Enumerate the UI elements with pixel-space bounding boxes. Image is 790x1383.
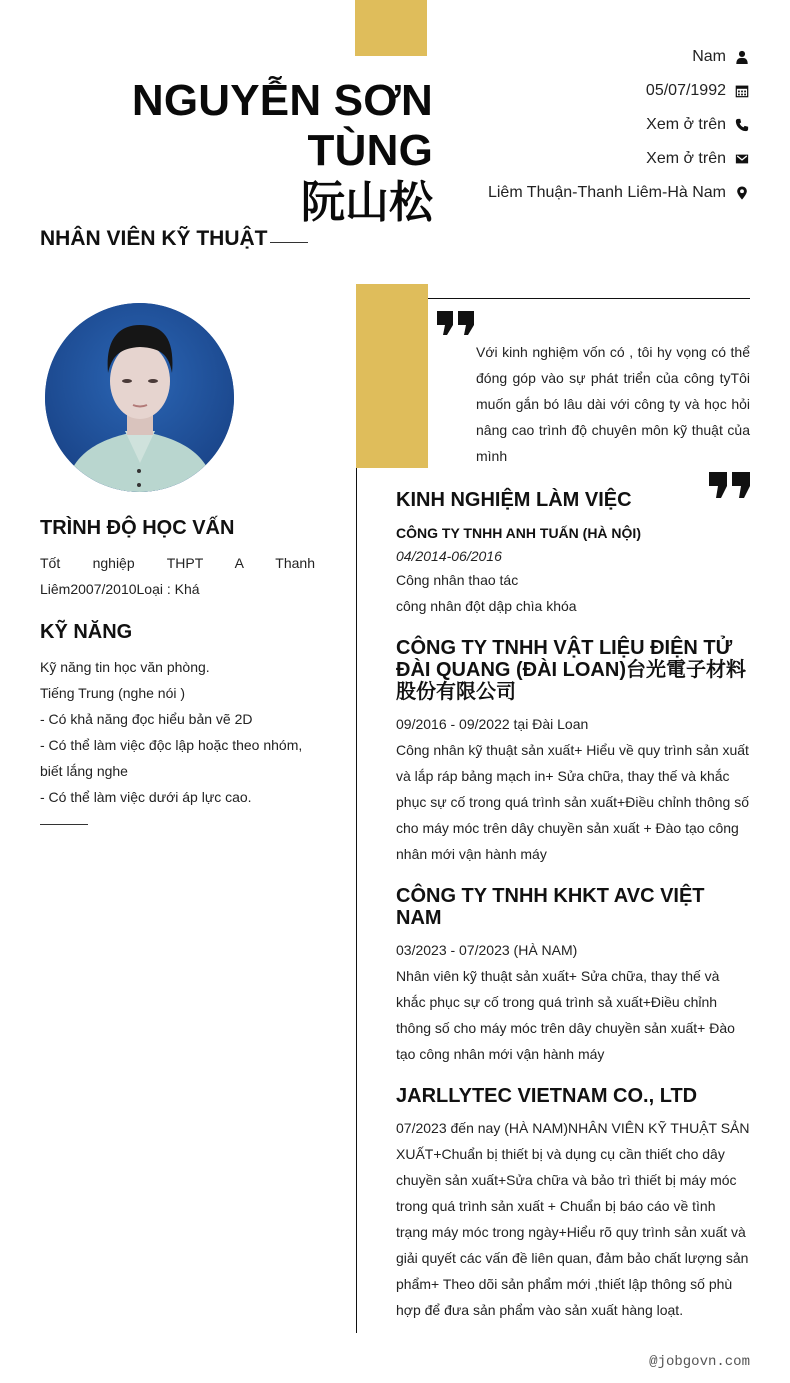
skills-heading: KỸ NĂNG (40, 621, 133, 643)
contact-info (430, 40, 750, 210)
title-underline-divider (270, 242, 308, 243)
skill-item: Tiếng Trung (nghe nói ) (40, 685, 186, 701)
company-name: CÔNG TY TNHH ANH TUẤN (HÀ NỘI) (396, 525, 641, 541)
quote-top-rule (428, 298, 750, 299)
education-section (40, 514, 315, 602)
contact-phone (430, 108, 750, 142)
contact-address (430, 176, 750, 210)
contact-email (430, 142, 750, 176)
watermark: @jobgovn.com (649, 1354, 750, 1370)
job-period: 09/2016 - 09/2022 tại Đài Loan (396, 716, 589, 732)
column-divider (356, 468, 357, 1333)
company-name: JARLLYTEC VIETNAM CO., LTD (396, 1085, 698, 1107)
job-period: 04/2014-06/2016 (396, 548, 502, 564)
experience-item (396, 1085, 750, 1323)
skill-item: Kỹ năng tin học văn phòng. (40, 659, 210, 675)
skill-item: - Có khả năng đọc hiểu bản vẽ 2D (40, 711, 253, 727)
job-description: Nhân viên kỹ thuật sản xuất+ Sửa chữa, thay thế và khắc phục sự cố trong quá trình sả xuất+Điều chỉnh thông số cho máy móc trên dây chuyền sản xuất+ Đào tạo công nhân mới vận hành máy (396, 968, 735, 1062)
skills-divider (40, 824, 88, 825)
gender-value: Nam (692, 48, 726, 65)
phone-icon (734, 117, 750, 133)
birthday-value: 05/07/1992 (645, 82, 726, 99)
name-latin: NGUYỄN SƠN TÙNG (131, 76, 433, 175)
location-pin-icon (734, 185, 750, 201)
address-value: Liêm Thuận-Thanh Liêm-Hà Nam (487, 184, 726, 201)
job-description: Công nhân kỹ thuật sản xuất+ Hiểu về quy trình sản xuất và lắp ráp bảng mạch in+ Sửa chữa, thay thế và khắc phục sự cố trong quá trình sản xuất+Điều chỉnh thông số cho máy móc trên dây chuyền sản xuất + Đào tạo công nhân mới vận hành máy (396, 742, 749, 862)
portrait-photo (45, 303, 234, 492)
skill-item: - Có thể làm việc dưới áp lực cao. (40, 789, 252, 805)
contact-birthday (430, 74, 750, 108)
skills-section (40, 618, 315, 825)
skills-list (40, 654, 315, 810)
company-name: CÔNG TY TNHH VẬT LIỆU ĐIỆN TỬ ĐÀI QUANG (ĐÀI LOAN)台光電子材料股份有限公司 (396, 637, 746, 703)
accent-block-quote (356, 284, 428, 468)
job-description: 07/2023 đến nay (HÀ NAM)NHÂN VIÊN KỸ THUẬT SẢN XUẤT+Chuẩn bị thiết bị và dụng cụ cần thiết cho dây chuyền sản xuất+Sửa chữa và bảo trì thiết bị máy móc trong quá trình sản xuất + Chuẩn bị báo cáo về tình trạng máy móc trong ngày+Hiểu rõ quy trình sản xuất và giải quyết các vấn đề liên quan, đảm bảo chất lượng sản phẩm+ Theo dõi sản phẩm mới ,thiết lập thông số phù hợp để đưa sản phẩm vào sản xuất hàng loạt. (396, 1120, 750, 1318)
open-quote-icon (437, 311, 475, 340)
job-title-text: NHÂN VIÊN KỸ THUẬT (40, 227, 268, 250)
experience-heading: KINH NGHIỆM LÀM VIỆC (396, 489, 632, 511)
education-heading: TRÌNH ĐỘ HỌC VẤN (40, 517, 235, 539)
experience-section (396, 486, 750, 1323)
contact-gender (430, 40, 750, 74)
phone-value: Xem ở trên (646, 116, 726, 133)
envelope-icon (734, 151, 750, 167)
career-objective: Với kinh nghiệm vốn có , tôi hy vọng có thể đóng góp vào sự phát triển của công tyTôi muốn gắn bó lâu dài với công ty và học hỏi nâng cao trình độ chuyên môn kỹ thuật của mình (476, 344, 750, 464)
job-line: công nhân đột dập chìa khóa (396, 598, 577, 614)
person-icon (734, 49, 750, 65)
candidate-name (0, 76, 433, 230)
company-name: CÔNG TY TNHH KHKT AVC VIỆT NAM (396, 885, 705, 929)
calendar-icon (734, 83, 750, 99)
email-value: Xem ở trên (646, 150, 726, 167)
experience-item (396, 885, 750, 1067)
job-line: Công nhân thao tác (396, 572, 519, 588)
education-text: Tốt nghiệp THPT A Thanh Liêm2007/2010Loại : Khá (40, 555, 315, 597)
experience-item (396, 637, 750, 867)
avatar (45, 303, 234, 492)
job-period: 03/2023 - 07/2023 (HÀ NAM) (396, 942, 578, 958)
name-chinese: 阮山松 (301, 177, 433, 228)
experience-item (396, 521, 750, 619)
skill-item: - Có thể làm việc độc lập hoặc theo nhóm, biết lắng nghe (40, 737, 303, 779)
accent-block-top (355, 0, 427, 56)
job-title (40, 227, 308, 251)
